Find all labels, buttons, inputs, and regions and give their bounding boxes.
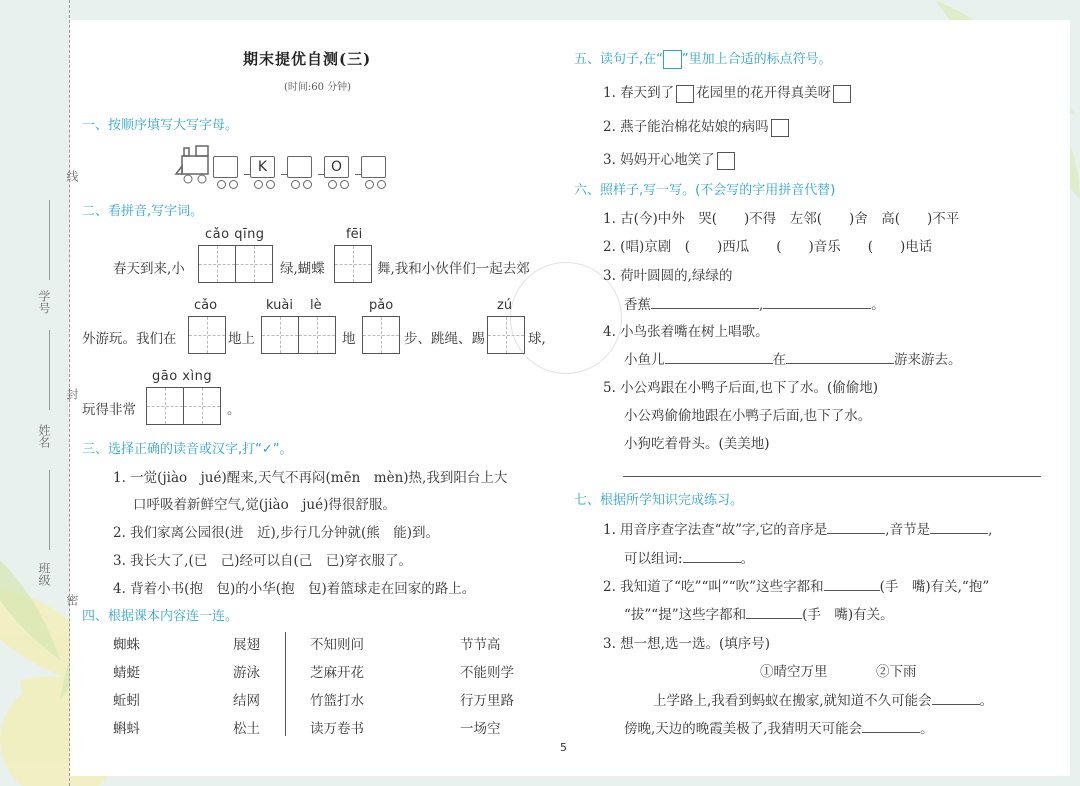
answer-grid-gao-xing[interactable] xyxy=(146,387,221,425)
train-engine-icon xyxy=(174,138,214,186)
pinyin-le: lè xyxy=(310,298,322,313)
s3-q1-a: 1. 一觉(jiào jué)醒来,天气不再闷(mēn mèn)热,我到阳台上大 xyxy=(113,470,508,486)
pinyin-pao: pǎo xyxy=(369,298,394,313)
answer-blank[interactable] xyxy=(862,732,920,733)
s7-q2-d: (手 嘴)有关。 xyxy=(802,607,894,623)
s2-line3-b: 。 xyxy=(227,402,241,418)
answer-blank[interactable] xyxy=(932,704,980,705)
s7-q2-b: (手 嘴)有关,“抱” xyxy=(879,579,990,595)
match-item-col2[interactable]: 松土 xyxy=(233,721,260,737)
matching-divider xyxy=(285,632,286,736)
s7-q1-line1 xyxy=(603,518,992,538)
train-car-3[interactable] xyxy=(287,156,312,178)
section-5-heading xyxy=(574,48,832,69)
pinyin-cao: cǎo xyxy=(194,298,218,313)
train-coupling xyxy=(281,174,288,175)
s3-q2: 2. 我们家离公园很(进 近),步行几分钟就(熊 能)到。 xyxy=(113,525,440,541)
answer-blank[interactable] xyxy=(763,308,871,309)
section-5-heading-a: 五、读句子,在“ xyxy=(574,52,663,67)
answer-grid-zu[interactable] xyxy=(487,316,525,354)
match-item-col4[interactable]: 节节高 xyxy=(460,637,501,653)
s2-line1-b: 绿,蝴蝶 xyxy=(280,261,325,277)
punct-answer-box[interactable] xyxy=(771,119,789,137)
s7-q2-line2 xyxy=(624,603,894,623)
s6-q4-answer xyxy=(624,348,962,368)
student-no-label: 学号 xyxy=(37,290,51,314)
name-line xyxy=(49,330,50,410)
option-1: ①晴空万里 xyxy=(760,664,828,680)
s7-q3b: 傍晚,天边的晚霞美极了,我猜明天可能会 xyxy=(624,721,863,737)
answer-blank[interactable] xyxy=(827,533,885,534)
s5-q2 xyxy=(603,115,791,137)
student-no-line xyxy=(49,200,50,280)
section-1-heading: 一、按顺序填写大写字母。 xyxy=(82,118,239,133)
s2-line2-e: 球, xyxy=(528,331,546,347)
s2-line3-a: 玩得非常 xyxy=(82,402,136,418)
s6-q3b-b: , xyxy=(759,297,764,313)
s6-q4b-a: 小鱼儿 xyxy=(624,352,665,368)
match-item-col3[interactable]: 读万卷书 xyxy=(310,721,364,737)
s7-q1-c: , xyxy=(988,522,993,538)
s7-q3: 3. 想一想,选一选。(填序号) xyxy=(603,636,770,652)
s6-q4: 4. 小鸟张着嘴在树上唱歌。 xyxy=(603,324,769,340)
s2-line2-c: 地 xyxy=(342,331,356,347)
class-label: 班级 xyxy=(37,562,51,586)
option-2: ②下雨 xyxy=(876,664,917,680)
wheel-icon xyxy=(266,180,275,189)
wheel-icon xyxy=(365,180,374,189)
s7-q1-e: 。 xyxy=(740,551,755,567)
s6-q5-example: 小公鸡偷偷地跟在小鸭子后面,也下了水。 xyxy=(624,408,872,424)
s6-q3b-c: 。 xyxy=(871,297,885,313)
s6-q2: 2. (唱)京剧 ( )西瓜 ( )音乐 ( )电话 xyxy=(603,239,933,255)
wheel-icon xyxy=(217,180,226,189)
section-2-heading: 二、看拼音,写字词。 xyxy=(82,204,204,219)
s7-q3a-end: 。 xyxy=(979,693,994,709)
answer-blank[interactable] xyxy=(786,363,894,364)
train-car-4: O xyxy=(324,156,349,178)
match-item-col1[interactable]: 蚯蚓 xyxy=(113,693,140,709)
s2-line2-b: 地上 xyxy=(228,331,255,347)
s7-q3-sentence-1 xyxy=(653,689,993,709)
s5-q1-b: 花园里的花开得真美呀 xyxy=(696,85,832,101)
wheel-icon xyxy=(377,180,386,189)
punct-answer-box[interactable] xyxy=(717,152,735,170)
wheel-icon xyxy=(303,180,312,189)
wheel-icon xyxy=(291,180,300,189)
punct-answer-box[interactable] xyxy=(833,85,851,103)
s3-q1-b: 口呼吸着新鲜空气,觉(jiào jué)得很舒服。 xyxy=(133,497,396,513)
match-item-col1[interactable]: 蝌蚪 xyxy=(113,721,140,737)
wheel-icon xyxy=(229,180,238,189)
page-number: 5 xyxy=(560,741,567,754)
s6-q3: 3. 荷叶圆圆的,绿绿的 xyxy=(603,268,733,284)
match-item-col4[interactable]: 一场空 xyxy=(460,721,501,737)
train-coupling xyxy=(355,174,362,175)
s5-q2-text: 2. 燕子能治棉花姑娘的病吗 xyxy=(603,119,769,135)
s7-q2-a: 2. 我知道了“吃”“叫”“吹”这些字都和 xyxy=(603,579,824,595)
pinyin-zu: zú xyxy=(497,298,513,313)
s7-q1-line2 xyxy=(624,547,754,567)
answer-blank[interactable] xyxy=(746,618,802,619)
s6-q3-answer xyxy=(624,293,885,313)
match-item-col3[interactable]: 不知则问 xyxy=(310,637,364,653)
s5-q1-a: 1. 春天到了 xyxy=(603,85,675,101)
s7-q3b-end: 。 xyxy=(920,721,934,737)
s7-q3-sentence-2 xyxy=(624,717,934,737)
section-5-heading-b: ”里加上合适的标点符号。 xyxy=(681,52,832,67)
class-line xyxy=(49,470,50,550)
answer-blank[interactable] xyxy=(651,308,759,309)
answer-grid-fei[interactable] xyxy=(334,245,372,283)
s2-line1-a: 春天到来,小 xyxy=(113,261,185,277)
pinyin-cao-qing: cǎo qīng xyxy=(205,227,265,242)
match-item-col1[interactable]: 蜻蜓 xyxy=(113,665,140,681)
answer-blank[interactable] xyxy=(665,363,773,364)
s6-q4b-b: 在 xyxy=(772,352,786,368)
match-item-col2[interactable]: 展翅 xyxy=(233,637,260,653)
cut-mark-2: 封 xyxy=(65,388,79,400)
pinyin-fei: fēi xyxy=(346,227,363,242)
cut-mark-3: 密 xyxy=(65,594,79,606)
train-coupling xyxy=(244,174,251,175)
match-item-col4[interactable]: 不能则学 xyxy=(460,665,514,681)
answer-grid-cao-qing[interactable] xyxy=(198,245,273,283)
train-coupling xyxy=(318,174,325,175)
wheel-icon xyxy=(328,180,337,189)
s7-q3a: 上学路上,我看到蚂蚁在搬家,就知道不久可能会 xyxy=(653,693,932,709)
punct-box-icon xyxy=(663,50,682,69)
section-3-heading: 三、选择正确的读音或汉字,打“✓”。 xyxy=(82,442,293,457)
match-item-col2[interactable]: 结网 xyxy=(233,693,260,709)
s5-q3 xyxy=(603,148,737,170)
s5-q3-text: 3. 妈妈开心地笑了 xyxy=(603,152,715,168)
answer-blank[interactable] xyxy=(824,590,880,591)
s7-q2-line1 xyxy=(603,575,989,595)
train-car-5[interactable] xyxy=(361,156,386,178)
page-title: 期末提优自测(三) xyxy=(243,50,372,68)
section-7-heading: 七、根据所学知识完成练习。 xyxy=(574,493,744,508)
s2-line2-a: 外游玩。我们在 xyxy=(82,331,177,347)
s6-q5: 5. 小公鸡跟在小鸭子后面,也下了水。(偷偷地) xyxy=(603,380,878,396)
answer-grid-kuai-le[interactable] xyxy=(261,316,336,354)
train-car-1[interactable] xyxy=(213,156,238,178)
s7-q1-d: 可以组词: xyxy=(624,551,683,567)
answer-blank[interactable] xyxy=(930,533,988,534)
binding-margin xyxy=(0,0,79,786)
wheel-icon xyxy=(340,180,349,189)
time-limit: (时间:60 分钟) xyxy=(284,82,352,93)
s3-q3: 3. 我长大了,(已 己)经可以自(己 已)穿衣服了。 xyxy=(113,553,413,569)
s6-q1: 1. 古(今)中外 哭( )不得 左邻( )舍 高( )不平 xyxy=(603,211,960,227)
match-item-col1[interactable]: 蜘蛛 xyxy=(113,637,140,653)
name-label: 姓名 xyxy=(37,424,51,448)
answer-grid-cao[interactable] xyxy=(188,316,226,354)
match-item-col2[interactable]: 游泳 xyxy=(233,665,260,681)
pinyin-gao-xing: gāo xìng xyxy=(152,369,213,384)
match-item-col3[interactable]: 竹篮打水 xyxy=(310,693,364,709)
s6-q3b-a: 香蕉 xyxy=(624,297,651,313)
s2-line2-d: 步、跳绳、踢 xyxy=(404,331,485,347)
s6-q5-task: 小狗吃着骨头。(美美地) xyxy=(624,436,770,452)
answer-line[interactable] xyxy=(623,476,1041,477)
s2-line1-c: 舞,我和小伙伴们一起去郊 xyxy=(377,261,530,277)
train-car-2: K xyxy=(250,156,275,178)
answer-blank[interactable] xyxy=(683,562,741,563)
section-6-heading: 六、照样子,写一写。(不会写的字用拼音代替) xyxy=(574,183,836,198)
s7-q1-b: ,音节是 xyxy=(885,522,931,538)
s7-q1-a: 1. 用音序查字法查“故”字,它的音序是 xyxy=(603,522,828,538)
s7-q2-c: “拔”“提”这些字都和 xyxy=(624,607,747,623)
pinyin-kuai: kuài xyxy=(266,298,293,313)
section-4-heading: 四、根据课本内容连一连。 xyxy=(82,609,239,624)
wheel-icon xyxy=(254,180,263,189)
s5-q1 xyxy=(603,81,853,103)
answer-grid-pao[interactable] xyxy=(362,316,400,354)
match-item-col4[interactable]: 行万里路 xyxy=(460,693,514,709)
cut-mark-1: 线 xyxy=(65,170,79,182)
s6-q4b-c: 游来游去。 xyxy=(894,352,962,368)
punct-answer-box[interactable] xyxy=(676,85,694,103)
match-item-col3[interactable]: 芝麻开花 xyxy=(310,665,364,681)
s3-q4: 4. 背着小书(抱 包)的小华(抱 包)着篮球走在回家的路上。 xyxy=(113,581,476,597)
